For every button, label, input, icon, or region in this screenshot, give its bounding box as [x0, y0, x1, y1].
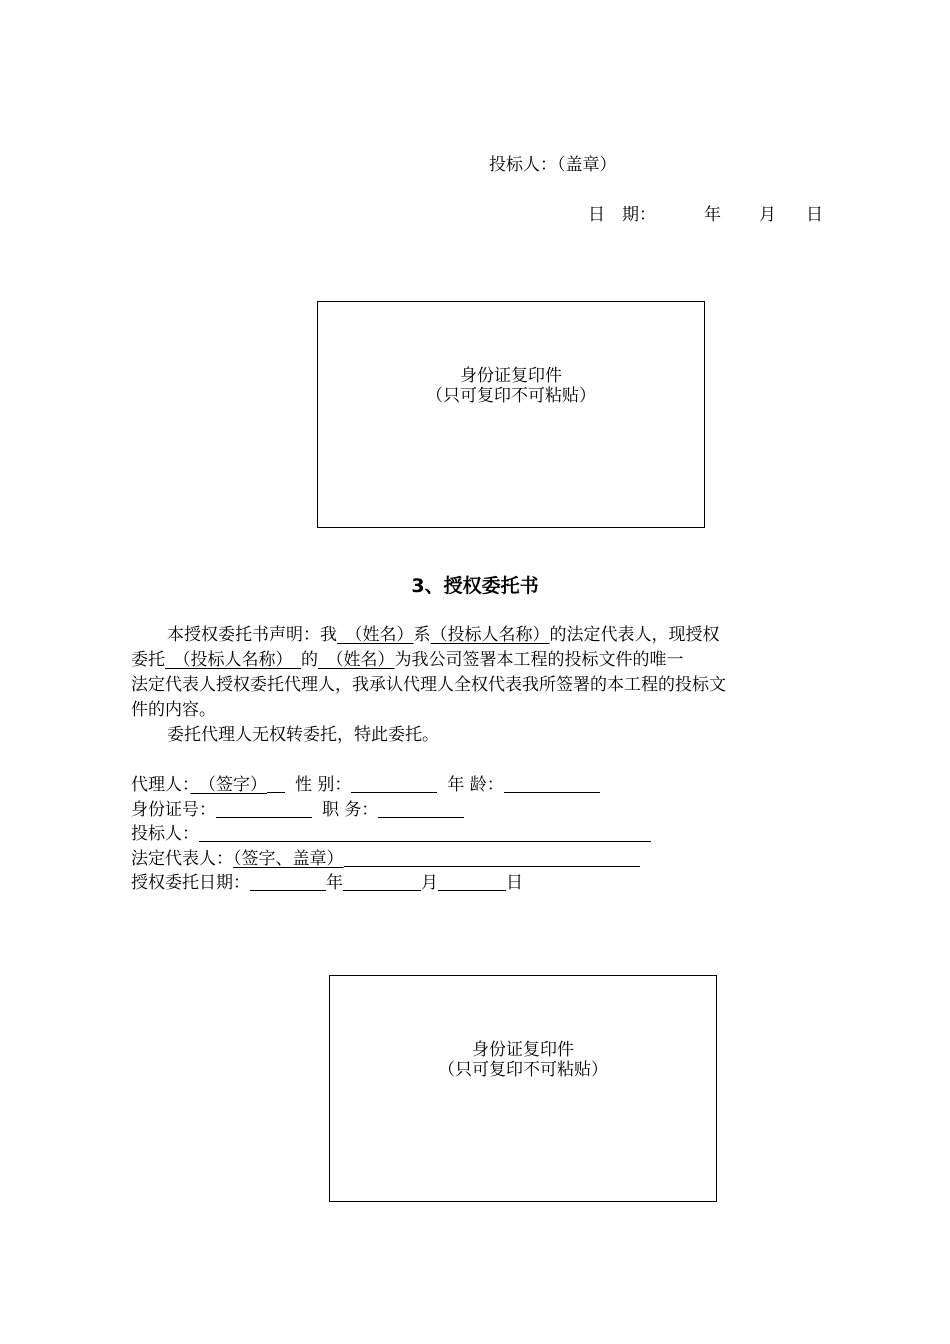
- bidder-seal-label: 投标人：（盖章）: [489, 155, 617, 175]
- id-number-label: 身份证号：: [131, 799, 216, 820]
- agent-label: 代理人：: [131, 775, 191, 795]
- gender-label: 性 别：: [295, 775, 352, 795]
- statement-line-1: 本授权委托书声明：我 （姓名）系（投标人名称）的法定代表人，现授权: [167, 625, 720, 645]
- form-row-agent: [131, 773, 651, 798]
- authorization-year-label: 年: [326, 873, 343, 893]
- id-copy-box-legal-rep: [317, 301, 705, 528]
- authorization-month-label: 月: [421, 873, 438, 893]
- id-copy-box-agent: [329, 975, 717, 1202]
- authorization-month-field[interactable]: [343, 873, 421, 891]
- date-month-label: 月: [759, 205, 776, 225]
- position-field[interactable]: [378, 800, 464, 818]
- legal-rep-signature-blank: [344, 849, 640, 867]
- bidder-label: 投标人：: [131, 824, 199, 844]
- id-copy-note-2: （只可复印不可粘贴）: [438, 1060, 608, 1080]
- signature-date-line: [588, 200, 823, 225]
- statement-line-4: 件的内容。: [131, 700, 216, 720]
- date-year-label: 年: [704, 205, 721, 225]
- section-title: 3、授权委托书: [411, 575, 539, 597]
- legal-rep-signature-field[interactable]: （签字、盖章）: [233, 848, 344, 869]
- age-field[interactable]: [504, 775, 600, 793]
- authorization-date-label: 授权委托日期：: [131, 873, 250, 893]
- date-label: 日 期：: [588, 205, 656, 225]
- authorization-statement: [131, 623, 811, 723]
- agent-signature-blank: [267, 775, 285, 793]
- legal-rep-label: 法定代表人：: [131, 848, 233, 869]
- id-copy-box-text-2: [330, 1040, 716, 1080]
- authorization-form: [131, 773, 651, 896]
- no-subdelegation-statement: 委托代理人无权转委托，特此委托。: [167, 725, 439, 745]
- form-row-date: [131, 871, 651, 896]
- statement-line-3: 法定代表人授权委托代理人，我承认代理人全权代表我所签署的本工程的投标文: [131, 675, 726, 695]
- id-copy-title: 身份证复印件: [460, 366, 562, 386]
- id-copy-note: （只可复印不可粘贴）: [426, 386, 596, 406]
- bidder-name-placeholder-2: （投标人名称）: [165, 650, 301, 670]
- position-label: 职 务：: [322, 799, 379, 820]
- agent-signature-field[interactable]: （签字）: [190, 775, 267, 795]
- authorization-year-field[interactable]: [250, 873, 326, 891]
- gender-field[interactable]: [351, 775, 437, 793]
- form-row-bidder: [131, 822, 651, 847]
- age-label: 年 龄：: [447, 775, 504, 795]
- date-day-label: 日: [806, 205, 823, 225]
- name-placeholder: （姓名）: [337, 625, 414, 645]
- authorization-day-field[interactable]: [438, 873, 506, 891]
- bidder-name-placeholder: （投标人名称）: [430, 625, 550, 645]
- bidder-field[interactable]: [199, 824, 651, 842]
- authorization-day-label: 日: [506, 873, 523, 893]
- form-row-legal-rep: [131, 847, 651, 872]
- id-copy-title-2: 身份证复印件: [472, 1040, 574, 1060]
- statement-line-2: 委托 （投标人名称） 的 （姓名）为我公司签署本工程的投标文件的唯一: [131, 650, 684, 670]
- form-row-id: [131, 798, 651, 823]
- id-number-field[interactable]: [216, 800, 312, 818]
- id-copy-box-text: [318, 366, 704, 406]
- name-placeholder-2: （姓名）: [318, 650, 395, 670]
